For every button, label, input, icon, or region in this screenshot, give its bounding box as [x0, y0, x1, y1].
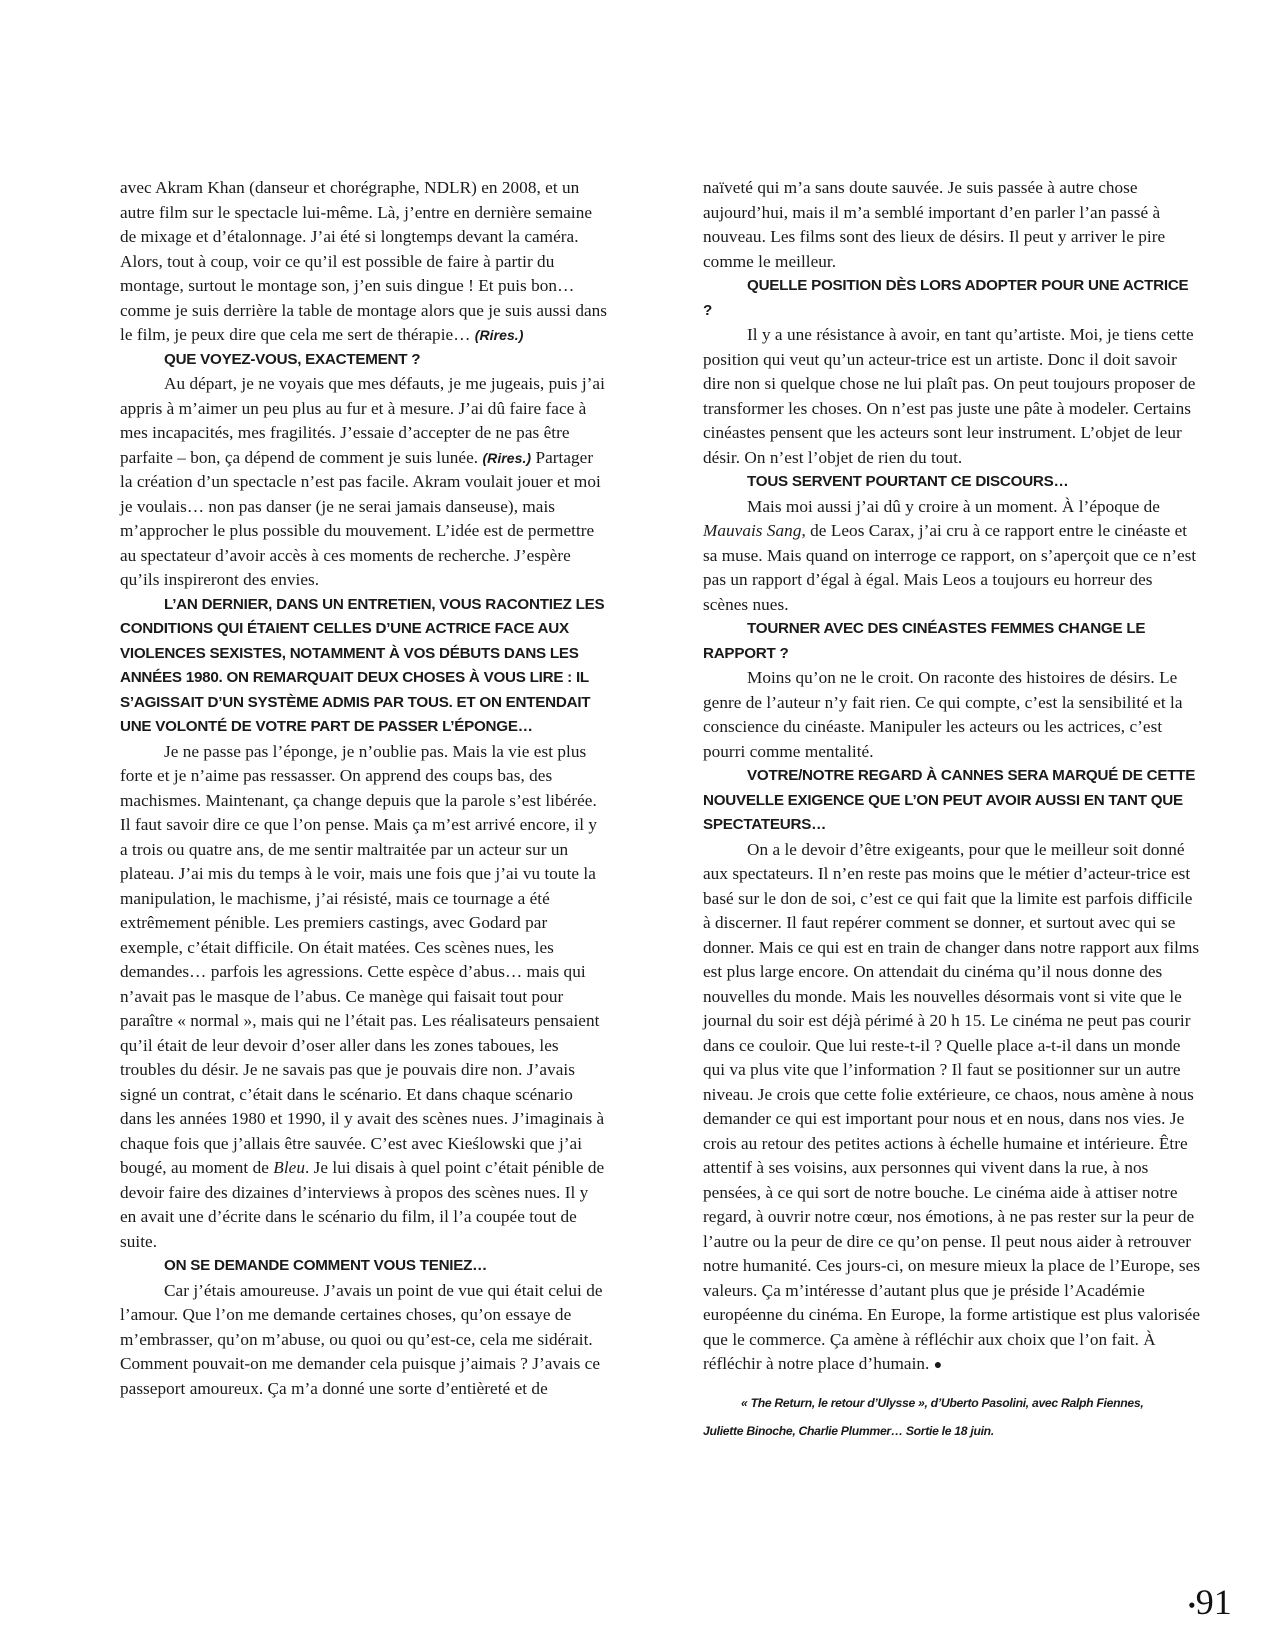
- paragraph-text: avec Akram Khan (danseur et chorégraphe, NDLR) en 2008, et un autre film sur le spectacle lui-même. Là, j’entre en dernière semaine de mixage et d’étalonnage. J’ai été si longtemps devant la caméra. Alors, tout à coup, voir ce qu’il est possible de faire à partir du montage, surtout le montage son, j’en suis dingue ! Et puis bon… comme je suis derrière la table de montage alors que je suis aussi dans le film, je peux dire que cela me sert de thérapie…: [120, 178, 608, 344]
- credits-line-1: « The Return, le retour d’Ulysse », d’Uberto Pasolini, avec Ralph Fiennes,: [741, 1395, 1144, 1410]
- interview-question: L’AN DERNIER, DANS UN ENTRETIEN, VOUS RACONTIEZ LES CONDITIONS QUI ÉTAIENT CELLES D’UNE ACTRICE FACE AUX VIOLENCES SEXISTES, NOTAMMENT À VOS DÉBUTS DANS LES ANNÉES 1980. ON REMARQUAIT DEUX CHOSES À VOUS LIRE : IL S’AGISSAIT D’UN SYSTÈME ADMIS PAR TOUS. ET ON ENTENDAIT UNE VOLONTÉ DE VOTRE PART DE PASSER L’ÉPONGE…: [120, 595, 605, 735]
- interview-question: QUE VOYEZ-VOUS, EXACTEMENT ?: [164, 350, 421, 368]
- right-column-body: [703, 176, 1201, 1379]
- answer-paragraph: [120, 176, 608, 348]
- paragraph-text: Il y a une résistance à avoir, en tant qu’artiste. Moi, je tiens cette position qui veut qu’un acteur-trice est un artiste. Donc il doit savoir dire non si quelque chose ne lui plaît pas. On peut toujours proposer de transformer les choses. On n’est pas juste une pâte à modeler. Certains cinéastes pensent que les acteurs sont leur instrument. L’objet de leur désir. On n’est l’objet de rien du tout.: [703, 325, 1196, 467]
- film-credits: [703, 1389, 1201, 1445]
- interview-question: TOUS SERVENT POURTANT CE DISCOURS…: [747, 473, 1069, 490]
- page-number-value: 91: [1195, 1582, 1232, 1622]
- answer-paragraph: [703, 323, 1201, 470]
- paragraph-text: Car j’étais amoureuse. J’avais un point de vue qui était celui de l’amour. Que l’on me demande certaines choses, qu’on essaye de m’embrasser, qu’on m’abuse, ou quoi ou qu’est-ce, cela me sidérait. Comment pouvait-on me demander cela puisque j’aimais ? J’avais ce passeport amoureux. Ça m’a donné une sorte d’entièreté et de: [120, 1280, 603, 1398]
- interview-question: QUELLE POSITION DÈS LORS ADOPTER POUR UNE ACTRICE ?: [703, 277, 1189, 319]
- paragraph-text: Mais moi aussi j’ai dû y croire à un moment. À l’époque de: [747, 496, 1160, 516]
- paragraph-text: Partager la création d’un spectacle n’est pas facile. Akram voulait jouer et moi je voulais… non pas danser (je ne serai jamais danseuse), mais m’approcher le plus possible du mouvement. L’idée est de permettre au spectateur d’avoir accès à ces moments de recherche. J’espère qu’ils inspireront des envies.: [120, 447, 601, 589]
- answer-paragraph: [703, 176, 1201, 274]
- article-column-left: [120, 176, 608, 1401]
- answer-paragraph: [120, 372, 608, 593]
- paragraph-text: On a le devoir d’être exigeants, pour que le meilleur soit donné aux spectateurs. Il n’en reste pas moins que le métier d’acteur-trice est basé sur le don de soi, c’est ce qui fait que la limite est parfois difficile à discerner. Il faut repérer comment se donner, et surtout avec qui se donner. Mais ce qui est en train de changer dans notre rapport aux films est plus large encore. On attendait du cinéma qu’il nous donne des nouvelles du monde. Mais les nouvelles désormais vont si vite que le journal du soir est déjà périmé à 20 h 15. Le cinéma ne peut pas courir dans ce couloir. Que lui reste-t-il ? Quelle place a-t-il dans un monde qui va plus vite que l’information ? Il faut se positionner sur un autre niveau. Je crois que cette folie extérieure, ce chaos, nous amène à nous demander ce qui est important pour nous et en nous, dans nos vies. Je crois au retour des petites actions à échelle humaine et intérieure. Être attentif à ses voisins, aux personnes qui vivent dans la rue, à nos pensées, à ce qui sort de notre bouche. Le cinéma aide à attiser notre regard, à ouvrir notre cœur, nos émotions, à ne pas rester sur la peur de l’autre ou la peur de dire ce qu’on pense. Il peut nous aider à retrouver notre humanité. Ces jours-ci, on mesure mieux la place de l’Europe, ses valeurs. Ça m’intéresse d’autant plus que je préside l’Académie européenne du cinéma. En Europe, la forme artistique est plus valorisée que le commerce. Ça amène à réfléchir aux choix que l’on fait. À réfléchir à notre place d’humain.: [703, 839, 1201, 1373]
- page-number: [1188, 1584, 1232, 1624]
- film-title: Mauvais Sang: [703, 521, 802, 540]
- credits-line-2: Juliette Binoche, Charlie Plummer… Sortie le 18 juin.: [703, 1423, 994, 1438]
- paragraph-text: naïveté qui m’a sans doute sauvée. Je suis passée à autre chose aujourd’hui, mais il m’a semblé important d’en parler l’an passé à nouveau. Les films sont des lieux de désirs. Il peut y arriver le pire comme le meilleur.: [703, 178, 1166, 271]
- film-title: Bleu: [273, 1158, 305, 1177]
- answer-paragraph: [120, 1279, 608, 1402]
- paragraph-text: Moins qu’on ne le croit. On raconte des histoires de désirs. Le genre de l’auteur n’y fait rien. Ce qui compte, c’est la sensibilité et la conscience du cinéaste. Manipuler les acteurs ou les actrices, c’est pourri comme mentalité.: [703, 668, 1183, 761]
- interview-question: VOTRE/NOTRE REGARD À CANNES SERA MARQUÉ DE CETTE NOUVELLE EXIGENCE QUE L’ON PEUT AVOIR AUSSI EN TANT QUE SPECTATEURS…: [703, 767, 1196, 833]
- answer-paragraph: [703, 666, 1201, 764]
- answer-paragraph: [120, 740, 608, 1255]
- paragraph-text: Au départ, je ne voyais que mes défauts, je me jugeais, puis j’ai appris à m’aimer un peu plus au fur et à mesure. J’ai dû faire face à mes incapacités, mes fragilités. J’essaie d’accepter de ne pas être parfaite – bon, ça dépend de comment je suis lunée.: [120, 374, 605, 467]
- interview-question: TOURNER AVEC DES CINÉASTES FEMMES CHANGE LE RAPPORT ?: [703, 620, 1146, 662]
- paragraph-text: Je ne passe pas l’éponge, je n’oublie pas. Mais la vie est plus forte et je n’aime pas ressasser. On apprend des coups bas, des machismes. Maintenant, ça change depuis que la parole s’est libérée. Il faut savoir dire ce que l’on pense. Mais ça m’est arrivé encore, il y a trois ou quatre ans, de me sentir maltraitée par un acteur sur un plateau. J’ai mis du temps à le voir, mais une fois que j’ai vu toute la manipulation, le machisme, j’ai résisté, mais ce tournage a été extrêmement pénible. Les premiers castings, avec Godard par exemple, c’était difficile. On était matées. Ces scènes nues, les demandes… parfois les agressions. Cette espèce d’abus… mais qui n’avait pas le masque de l’abus. Ce manège qui faisait tout pour paraître « normal », mais qui ne l’était pas. Les réalisateurs pensaient qu’il était de leur devoir d’oser aller dans les zones taboues, les troubles du désir. Je ne savais pas que je pouvais dire non. J’avais signé un contrat, c’était dans le scénario. Et dans chaque scénario dans les années 1980 et 1990, il y avait des scènes nues. J’imaginais à chaque fois que j’allais être sauvée. C’est avec Kieślowski que j’ai bougé, au moment de: [120, 741, 605, 1177]
- stage-direction: (Rires.): [482, 449, 532, 466]
- paragraph-text: , de Leos Carax, j’ai cru à ce rapport entre le cinéaste et sa muse. Mais quand on interroge ce rapport, on s’aperçoit que ce n’est pas un rapport d’égal à égal. Mais Leos a toujours eu horreur des scènes nues.: [703, 521, 1197, 614]
- paragraph-text: . Je lui disais à quel point c’était pénible de devoir faire des dizaines d’interviews à propos des scènes nues. Il y en avait une d’écrite dans le scénario du film, il l’a coupée tout de suite.: [120, 1158, 605, 1251]
- page-number-bullet: •: [1188, 1592, 1196, 1618]
- article-column-right: [703, 176, 1201, 1445]
- interview-question: ON SE DEMANDE COMMENT VOUS TENIEZ…: [164, 1257, 488, 1274]
- stage-direction: (Rires.): [474, 327, 524, 343]
- end-mark: ●: [933, 1358, 943, 1373]
- answer-paragraph: [703, 838, 1201, 1379]
- answer-paragraph: [703, 495, 1201, 618]
